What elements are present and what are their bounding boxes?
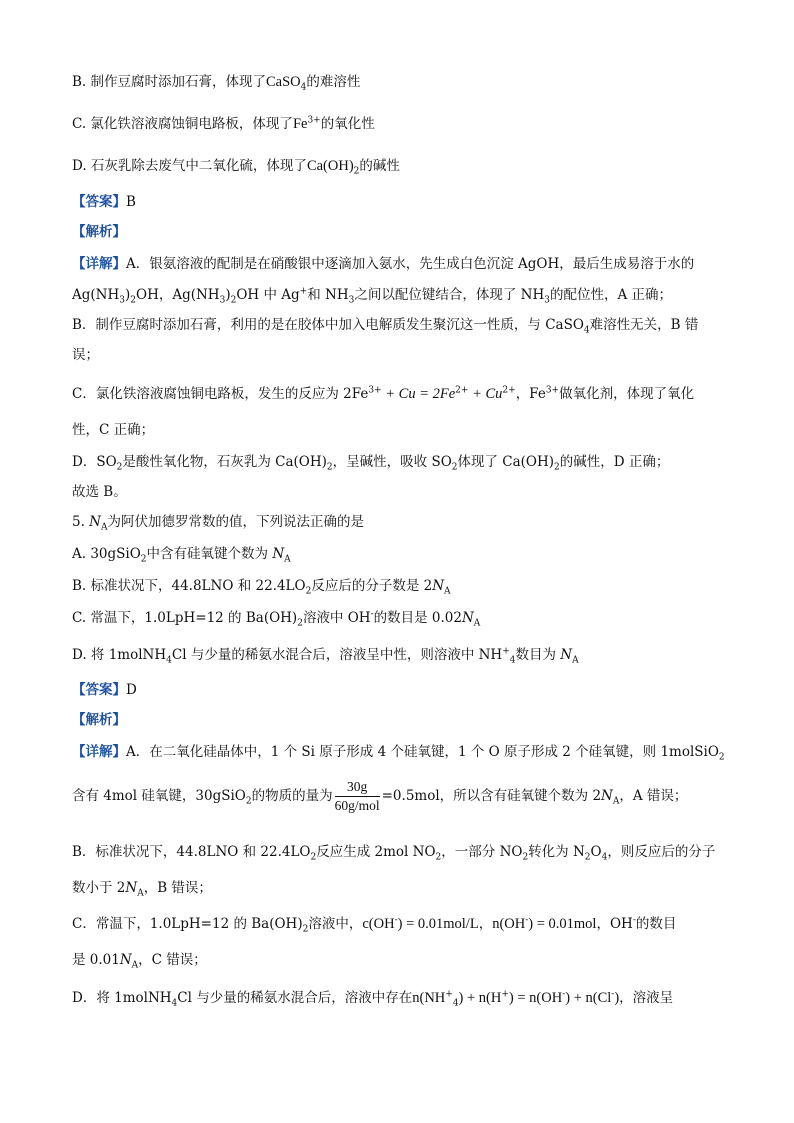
detail-q4-d-line1: D．$SO_2$是酸性氧化物，石灰乳为 $Ca(OH)_2$，呈碱性，吸收 $SO_2$体现了 $Ca(OH)_2$的碱性，D 正确； [72,454,670,473]
detail-q5-b-line2: 数小于 $2N_A$，B 错误； [72,880,212,899]
answer-q4: 【答案】B [72,194,136,210]
option-b-prev: B. 制作豆腐时添加石膏，体现了CaSO$_4$的难溶性 [72,74,361,93]
detail-q5-d-line1: D．将 1molNH$_4$Cl 与少量的稀氨水混合后，溶液中存在$n(NH^+_4) + n(H^+) = n(OH^-) + n(Cl^-)$，溶液呈 [72,989,674,1009]
detail-q4-c-line1: C．氯化铁溶液腐蚀铜电路板，发生的反应为 $2Fe^{3+} + Cu = 2Fe^{2+} + Cu^{2+}$，$Fe^{3+}$做氧化剂，体现了氧化 [72,385,695,402]
question-5-option-c: C. 常温下，1.0LpH=12 的 $Ba(OH)_2$溶液中 OH-的数目是 $0.02N_A$ [72,609,481,629]
detail-q4-b-line2: 误； [72,347,99,363]
detail-q4-c-line2: 性，C 正确； [72,422,155,438]
detail-q5-a-line2: 含有 4mol 硅氧键，30gSiO$_2$的物质的量为 $\frac{30g}{\text{60g/mol}}$ =0.5mol，所以含有硅氧键个数为 $2N_A$，A 错误； [72,779,688,813]
detail-q4-a-line2: $Ag(NH_3)_2OH$，$Ag(NH_3)_2OH$ 中 Ag+和 $NH_3$之间以配位键结合，体现了 $NH_3$的配位性，A 正确； [72,286,673,306]
detail-q4-conclusion: 故选 B。 [72,484,127,500]
question-5-option-d: D. 将 1molNH$_4$Cl 与少量的稀氨水混合后，溶液呈中性，则溶液中 $NH^+_4$数目为 $N_A$ [72,646,579,666]
question-5-option-a: A. 30gSiO$_2$中含有硅氧键个数为 $N_A$ [72,546,291,565]
answer-q5: 【答案】D [72,682,137,698]
detail-q5-b-line1: B．标准状况下，44.8LNO 和 $22.4LO_2$反应生成 2mol $NO_2$，一部分 $NO_2$转化为 $N_2O_4$，则反应后的分子 [72,844,716,863]
analysis-q4: 【解析】 [72,224,126,240]
detail-q5-c-line1: C．常温下，1.0LpH=12 的 $Ba(OH)_2$溶液中，c(OH-) = 0.01mol/L，n(OH-) = 0.01mol，OH-的数目 [72,915,677,935]
detail-q5-c-line2: 是 $0.01N_A$，C 错误； [72,952,207,971]
option-d-prev: D. 石灰乳除去废气中二氧化硫，体现了$Ca(OH)_2$的碱性 [72,158,400,177]
question-5-option-b: B. 标准状况下，44.8LNO 和 $22.4LO_2$反应后的分子数是 $2N_A$ [72,578,451,597]
detail-q4-b-line1: B．制作豆腐时添加石膏，利用的是在胶体中加入电解质发生聚沉这一性质，与 CaSO$_4$难溶性无关，B 错 [72,317,699,336]
question-5-stem: 5. $N_A$为阿伏加德罗常数的值，下列说法正确的是 [72,514,364,533]
fraction-mass-over-molar-mass: $\frac{30g}{\text{60g/mol}}$ [334,779,380,813]
detail-q5-a-line1: 【详解】A．在二氧化硅晶体中，1 个 Si 原子形成 4 个硅氧键，1 个 O 原子形成 2 个硅氧键，则 1molSiO$_2$ [72,744,725,763]
detail-q4-a-line1: 【详解】A．银氨溶液的配制是在硝酸银中逐滴加入氨水，先生成白色沉淀 AgOH，最后生成易溶于水的 [72,256,695,272]
option-c-prev: C. 氯化铁溶液腐蚀铜电路板，体现了$Fe^{3+}$的氧化性 [72,115,375,132]
analysis-q5: 【解析】 [72,712,126,728]
